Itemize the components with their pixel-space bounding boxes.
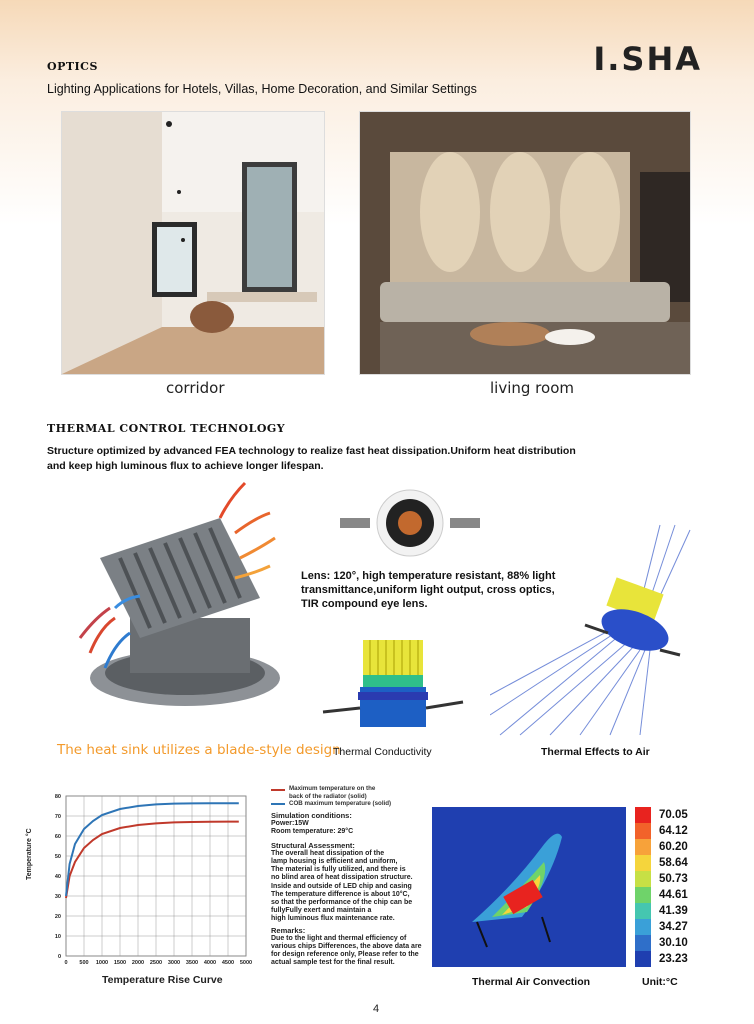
y-tick-label: 20 (54, 914, 61, 920)
x-tick-label: 3000 (167, 960, 181, 966)
scale-value: 30.10 (659, 937, 688, 949)
scale-value: 34.27 (659, 921, 688, 933)
x-tick-label: 1500 (113, 960, 127, 966)
struct-line: Inside and outside of LED chip and casing (271, 882, 412, 890)
scale-swatch (635, 855, 651, 871)
chart-ylabel: Temperature °C (26, 828, 33, 880)
thermal-conductivity-image (318, 630, 468, 735)
chart-title: Temperature Rise Curve (102, 974, 223, 986)
sim-title: Simulation conditions: (271, 811, 352, 820)
legend-blue (271, 800, 391, 808)
struct-line: high luminous flux maintenance rate. (271, 915, 395, 923)
sim-room: Room temperature: 29°C (271, 828, 354, 836)
x-tick-label: 0 (64, 960, 68, 966)
remarks-line: various chips Differences, the above data are (271, 943, 422, 951)
legend-blue-label: COB maximum temperature (solid) (289, 800, 392, 807)
struct-line: lamp housing is efficient and uniform, (271, 858, 398, 866)
struct-line: so that the performance of the chip can be (271, 899, 413, 907)
simulation-notes (271, 812, 436, 968)
struct-line: The overall heat dissipation of the (271, 849, 385, 857)
scale-value: 41.39 (659, 905, 688, 917)
scale-swatch (635, 919, 651, 935)
scale-value: 44.61 (659, 889, 688, 901)
heat-sink-caption: The heat sink utilizes a blade-style design (57, 742, 341, 758)
logo-text: I.SHA (593, 40, 702, 78)
living-room-caption: living room (490, 379, 574, 397)
scale-row (635, 887, 688, 903)
thermal-description-line1: Structure optimized by advanced FEA technology to realize fast heat dissipation.Uniform heat distribution (47, 445, 576, 457)
y-tick-label: 80 (54, 794, 61, 800)
y-tick-label: 30 (54, 894, 61, 900)
scale-swatch (635, 807, 651, 823)
y-tick-label: 10 (54, 934, 61, 940)
living-room-photo (359, 111, 691, 375)
scale-swatch (635, 951, 651, 967)
scale-row (635, 919, 688, 935)
y-tick-label: 40 (54, 874, 61, 880)
remarks-title: Remarks: (271, 925, 306, 935)
thermal-air-convection-image (432, 807, 626, 967)
legend-red-line2: back of the radiator (solid) (289, 792, 367, 800)
corridor-photo (61, 111, 325, 375)
x-tick-label: 4000 (203, 960, 217, 966)
legend-red-line1: Maximum temperature on the (289, 785, 376, 792)
legend-red (271, 785, 391, 800)
brand-logo (593, 40, 702, 78)
legend-red-swatch (271, 789, 285, 791)
convection-caption: Thermal Air Convection (472, 976, 591, 988)
lens-line3: TIR compound eye lens. (301, 598, 428, 610)
x-tick-label: 2500 (149, 960, 163, 966)
struct-line: The temperature difference is about 10°C, (271, 890, 410, 898)
corridor-caption: corridor (166, 379, 225, 397)
remarks-line: Due to the light and thermal efficiency of (271, 934, 407, 942)
temperature-scale (635, 807, 688, 967)
optics-subtitle: Lighting Applications for Hotels, Villas, Home Decoration, and Similar Settings (47, 82, 477, 96)
thermal-description-line2: and keep high luminous flux to achieve longer lifespan. (47, 460, 324, 472)
scale-row (635, 807, 688, 823)
y-tick-label: 70 (54, 814, 61, 820)
scale-value: 50.73 (659, 873, 688, 885)
scale-value: 64.12 (659, 825, 688, 837)
scale-swatch (635, 839, 651, 855)
x-tick-label: 3500 (185, 960, 199, 966)
struct-title: Structural Assessment: (271, 840, 355, 850)
struct-line: no blind area of heat dissipation structure. (271, 874, 413, 882)
y-tick-label: 60 (54, 834, 61, 840)
scale-swatch (635, 823, 651, 839)
legend-blue-swatch (271, 803, 285, 805)
page-number: 4 (373, 1003, 380, 1015)
unit-label: Unit:°C (642, 976, 678, 988)
scale-value: 23.23 (659, 953, 688, 965)
x-tick-label: 4500 (221, 960, 235, 966)
optics-title: OPTICS (47, 60, 98, 73)
scale-row (635, 903, 688, 919)
y-tick-label: 50 (54, 854, 61, 860)
scale-swatch (635, 903, 651, 919)
thermal-description (47, 444, 576, 474)
temperature-rise-chart (56, 796, 256, 966)
heat-sink-illustration (70, 478, 300, 718)
scale-row (635, 935, 688, 951)
thermal-title: THERMAL CONTROL TECHNOLOGY (47, 422, 286, 435)
struct-line: The material is fully utilized, and there is (271, 866, 406, 874)
x-tick-label: 500 (79, 960, 89, 966)
scale-value: 60.20 (659, 841, 688, 853)
scale-value: 58.64 (659, 857, 688, 869)
scale-row (635, 871, 688, 887)
scale-swatch (635, 871, 651, 887)
scale-row (635, 839, 688, 855)
lens-product-image (335, 488, 485, 558)
thermal-conductivity-caption: Thermal Conductivity (333, 746, 432, 758)
thermal-effects-image (490, 515, 700, 740)
scale-row (635, 951, 688, 967)
lens-line2: transmittance,uniform light output, cross optics, (301, 584, 555, 596)
lens-line1: Lens: 120°, high temperature resistant, 88% light (301, 570, 556, 582)
chart-legend (271, 785, 391, 808)
y-tick-label: 0 (57, 954, 61, 960)
struct-line: fullyFully exert and maintain a (271, 907, 372, 915)
scale-swatch (635, 935, 651, 951)
remarks-line: actual sample test for the final result. (271, 959, 395, 967)
scale-value: 70.05 (659, 809, 688, 821)
scale-row (635, 855, 688, 871)
thermal-effects-caption: Thermal Effects to Air (541, 746, 650, 758)
x-tick-label: 2000 (131, 960, 145, 966)
sim-power: Power:15W (271, 820, 309, 828)
scale-row (635, 823, 688, 839)
x-tick-label: 1000 (95, 960, 109, 966)
scale-swatch (635, 887, 651, 903)
remarks-line: for design reference only, Please refer to the (271, 951, 419, 959)
x-tick-label: 5000 (239, 960, 253, 966)
